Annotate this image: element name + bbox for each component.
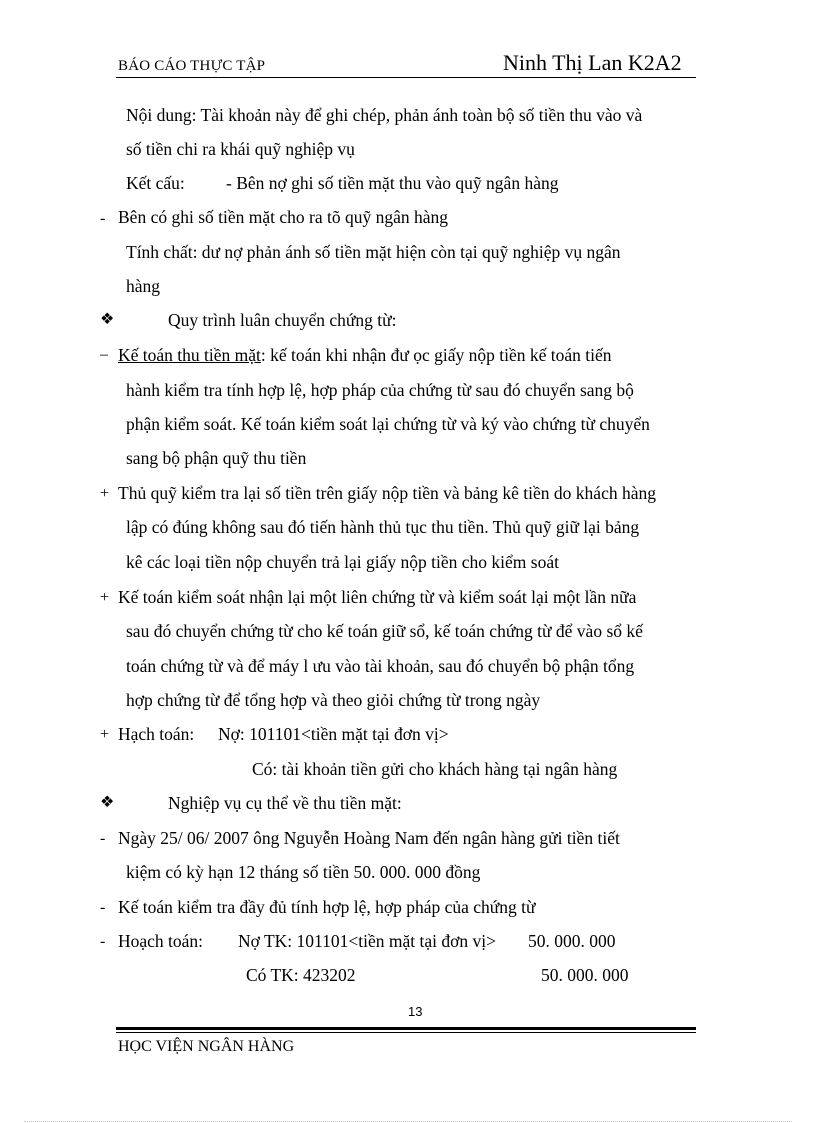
- body-line: Thủ quỹ kiểm tra lại số tiền trên giấy nộp tiền và bảng kê tiền do khách hàng: [118, 483, 656, 503]
- footer-rule-thick: [116, 1027, 696, 1030]
- bullet-dash: -: [100, 210, 106, 227]
- page-header-right: Ninh Thị Lan K2A2: [503, 50, 682, 75]
- footer-rule-thin: [116, 1032, 696, 1033]
- amount: 50. 000. 000: [541, 965, 629, 985]
- body-line: - Bên nợ ghi số tiền mặt thu vào quỹ ngân hàng: [226, 173, 559, 193]
- body-line: Có TK: 423202: [246, 965, 356, 985]
- body-line: Tính chất: dư nợ phản ánh số tiền mặt hiện còn tại quỹ nghiệp vụ ngân: [126, 242, 621, 262]
- body-line: Ngày 25/ 06/ 2007 ông Nguyễn Hoàng Nam đến ngân hàng gửi tiền tiết: [118, 828, 620, 848]
- bullet-dash: –: [100, 346, 108, 363]
- section-heading: Nghiệp vụ cụ thể về thu tiền mặt:: [168, 793, 402, 813]
- bullet-plus: +: [100, 726, 110, 743]
- body-line: Hạch toán:: [118, 724, 195, 744]
- body-line: Có: tài khoản tiền gửi cho khách hàng tại ngân hàng: [252, 759, 618, 779]
- bullet-plus: +: [100, 485, 110, 502]
- body-line: số tiền chi ra khái quỹ nghiệp vụ: [126, 139, 355, 159]
- body-line: Nợ: 101101<tiền mặt tại đơn vị>: [218, 724, 449, 744]
- section-heading: Quy trình luân chuyển chứng từ:: [168, 310, 397, 330]
- diamond-bullet-icon: ❖: [100, 311, 115, 328]
- bottom-dotted-line: [24, 1121, 792, 1122]
- body-line: hành kiểm tra tính hợp lệ, hợp pháp của chứng từ sau đó chuyển sang bộ: [126, 380, 634, 400]
- body-line: Nội dung: Tài khoản này để ghi chép, phản ánh toàn bộ số tiền thu vào và: [126, 105, 643, 125]
- body-line: hợp chứng từ để tổng hợp và theo giỏi chứng từ trong ngày: [126, 690, 541, 710]
- body-line: sau đó chuyển chứng từ cho kế toán giữ sổ, kế toán chứng từ để vào sổ kế: [126, 621, 643, 641]
- bullet-dash: -: [100, 933, 106, 950]
- body-line: phận kiểm soát. Kế toán kiểm soát lại chứng từ và ký vào chứng từ chuyển: [126, 414, 650, 434]
- body-line: kê các loại tiền nộp chuyển trả lại giấy nộp tiền cho kiểm soát: [126, 552, 559, 572]
- body-text: : kế toán khi nhận đư ọc giấy nộp tiền kế toán tiến: [260, 345, 612, 365]
- page-header-left: BÁO CÁO THỰC TẬP: [118, 58, 266, 74]
- body-line: Kế toán kiểm tra đầy đủ tính hợp lệ, hợp pháp của chứng từ: [118, 897, 536, 917]
- body-line: Bên có ghi số tiền mặt cho ra tõ quỹ ngân hàng: [118, 207, 448, 227]
- body-line: Nợ TK: 101101<tiền mặt tại đơn vị>: [238, 931, 496, 951]
- amount: 50. 000. 000: [528, 931, 616, 951]
- body-line: kiệm có kỳ hạn 12 tháng số tiền 50. 000. 000 đồng: [126, 862, 481, 882]
- page-footer: HỌC VIỆN NGÂN HÀNG: [118, 1038, 295, 1055]
- body-line: Kế toán kiểm soát nhận lại một liên chứng từ và kiểm soát lại một lần nữa: [118, 587, 637, 607]
- body-line: sang bộ phận quỹ thu tiền: [126, 448, 307, 468]
- body-line: toán chứng từ và để máy l ưu vào tài khoản, sau đó chuyển bộ phận tổng: [126, 656, 635, 676]
- page-number: 13: [408, 1004, 423, 1019]
- bullet-plus: +: [100, 589, 110, 606]
- body-line: Hoạch toán:: [118, 931, 204, 951]
- diamond-bullet-icon: ❖: [100, 794, 115, 811]
- header-rule: [116, 77, 696, 78]
- body-line: [118, 344, 612, 366]
- body-line: hàng: [126, 276, 161, 296]
- body-line: lập có đúng không sau đó tiến hành thủ tục thu tiền. Thủ quỹ giữ lại bảng: [126, 517, 640, 537]
- bullet-dash: -: [100, 830, 106, 847]
- bullet-dash: -: [100, 899, 106, 916]
- underlined-term: Kế toán thu tiền mặt: [118, 345, 261, 365]
- body-line: Kết cấu:: [126, 173, 185, 193]
